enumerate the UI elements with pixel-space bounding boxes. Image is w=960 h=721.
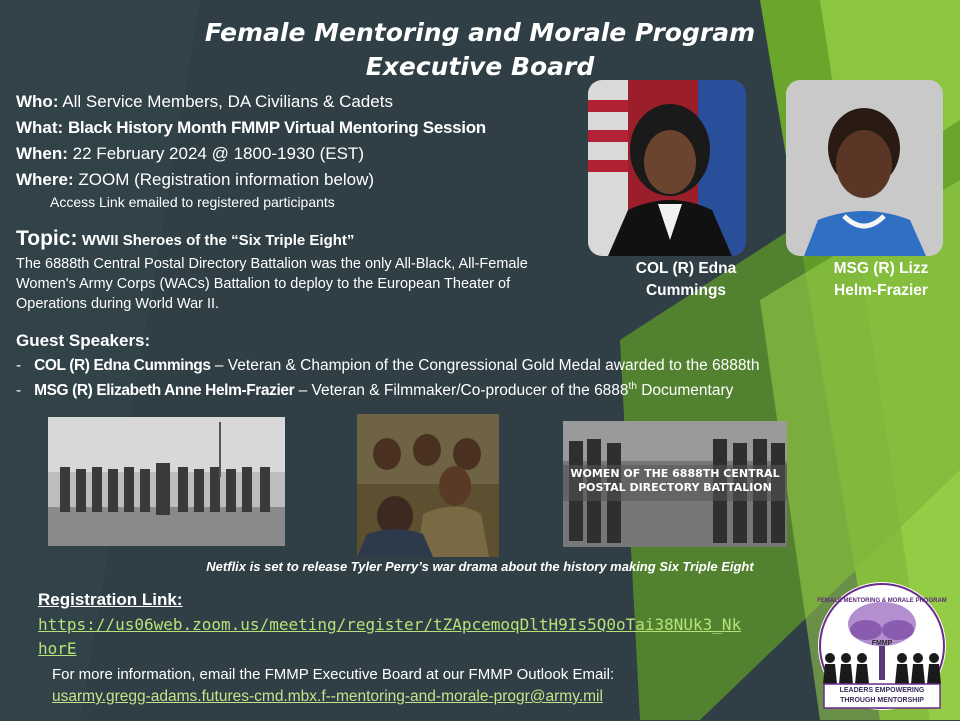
registration-label: Registration Link:	[38, 590, 183, 609]
image-caption-line: WOMEN OF THE 6888TH CENTRAL	[570, 467, 780, 480]
speaker-name: MSG (R) Elizabeth Anne Helm-Frazier	[34, 382, 295, 400]
portrait-image	[786, 80, 943, 256]
who-value: All Service Members, DA Civilians & Cadets	[62, 92, 393, 111]
slide-title-line2: Executive Board	[365, 52, 595, 81]
speaker-photo-edna-cummings	[588, 80, 746, 256]
caption-line: Cummings	[645, 282, 727, 299]
access-note: Access Link emailed to registered participants	[50, 194, 335, 210]
where-line	[16, 169, 374, 191]
logo-center-text: FMMP	[871, 640, 893, 647]
historical-photo-battalion	[563, 421, 787, 547]
caption-line: MSG (R) Lizz	[833, 260, 929, 277]
who-label: Who:	[16, 92, 59, 111]
speaker-photo-lizz-helm-frazier	[786, 80, 943, 256]
speaker-desc-end: Documentary	[636, 382, 734, 400]
contact-email-link[interactable]: usarmy.gregg-adams.futures-cmd.mbx.f--mentoring-and-morale-progr@army.mil	[52, 688, 603, 705]
when-label: When:	[16, 144, 68, 163]
portrait-image	[588, 80, 746, 256]
speaker-caption-edna	[606, 258, 766, 302]
where-label: Where:	[16, 170, 74, 189]
marching-image	[48, 417, 285, 546]
netflix-note: Netflix is set to release Tyler Perry’s war drama about the history making Six Triple Eight	[206, 559, 754, 574]
where-value: ZOOM (Registration information below)	[78, 170, 375, 189]
movie-still-photo	[357, 414, 499, 557]
when-line	[16, 143, 364, 165]
what-line	[16, 117, 486, 139]
guest-speaker-item	[16, 357, 759, 375]
what-label: What:	[16, 118, 64, 137]
guest-speaker-item	[16, 381, 733, 400]
who-line	[16, 91, 393, 113]
bullet: -	[16, 382, 22, 400]
logo-banner-line: LEADERS EMPOWERING	[839, 687, 925, 694]
registration-link-continued[interactable]: horE	[38, 639, 77, 658]
topic-label: Topic:	[16, 227, 78, 250]
topic-line	[16, 227, 354, 251]
what-value: Black History Month FMMP Virtual Mentoring Session	[67, 118, 486, 137]
image-caption-overlay	[563, 467, 787, 495]
logo-arc-text: FEMALE MENTORING & MORALE PROGRAM	[817, 598, 947, 604]
guest-speakers-title: Guest Speakers:	[16, 331, 151, 350]
bullet: -	[16, 357, 22, 374]
caption-line: Helm-Frazier	[834, 282, 928, 299]
speaker-name: COL (R) Edna Cummings	[34, 357, 211, 374]
speaker-desc: – Veteran & Filmmaker/Co-producer of the 6888	[294, 382, 629, 400]
speaker-desc: – Veteran & Champion of the Congressional Gold Medal awarded to the 6888th	[210, 357, 760, 374]
historical-photo-marching	[48, 417, 285, 546]
topic-description: The 6888th Central Postal Directory Battalion was the only All-Black, All-Female Women's Army Corps (WACs) Battalion to deploy to the European Theater of Operations during World War II.	[16, 256, 528, 312]
registration-link[interactable]: https://us06web.zoom.us/meeting/register/tZApcemoqDltH9Is5Q0oTai38NUk3_Nk	[38, 615, 742, 634]
more-info-text: For more information, email the FMMP Executive Board at our FMMP Outlook Email:	[52, 666, 615, 683]
when-value: 22 February 2024 @ 1800-1930 (EST)	[72, 144, 364, 163]
logo-banner	[824, 686, 940, 706]
speaker-caption-lizz	[806, 258, 956, 302]
fmmp-logo	[808, 580, 956, 716]
logo-banner-line: THROUGH MENTORSHIP	[840, 697, 924, 704]
superscript: th	[628, 381, 637, 392]
image-caption-line: POSTAL DIRECTORY BATTALION	[578, 481, 772, 494]
slide-title-line1: Female Mentoring and Morale Program	[204, 18, 756, 47]
movie-still-image	[357, 414, 499, 557]
topic-value: WWII Sheroes of the “Six Triple Eight”	[81, 232, 355, 249]
caption-line: COL (R) Edna	[635, 260, 737, 277]
